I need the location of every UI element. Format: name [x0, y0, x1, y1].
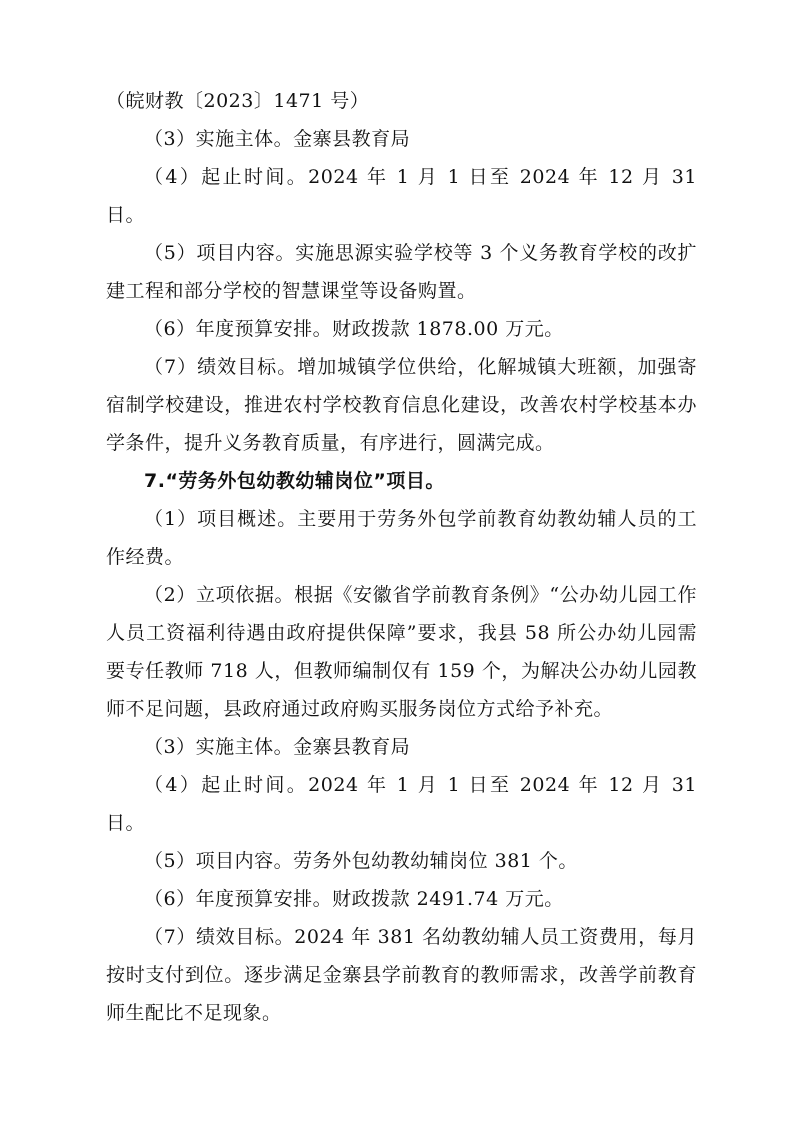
paragraph-content: （5）项目内容。实施思源实验学校等 3 个义务教育学校的改扩建工程和部分学校的智慧课堂等设备购置。 — [106, 242, 697, 302]
paragraph-budget-2: （6）年度预算安排。财政拨款 2491.74 万元。 — [144, 888, 564, 910]
paragraph-budget: （6）年度预算安排。财政拨款 1878.00 万元。 — [144, 318, 564, 340]
section-heading: 7.“劳务外包幼教幼辅岗位”项目。 — [144, 470, 445, 492]
paragraph-content-2: （5）项目内容。劳务外包幼教幼辅岗位 381 个。 — [144, 850, 578, 872]
paragraph-implementing-body-2: （3）实施主体。金寨县教育局 — [144, 736, 411, 758]
paragraph-basis: （2）立项依据。根据《安徽省学前教育条例》“公办幼儿园工作人员工资福利待遇由政府提供保障”要求，我县 58 所公办幼儿园需要专任教师 718 人，但教师编制仅有 159 个，为解决公办幼儿园教师不足问题，县政府通过政府购买服务岗位方式给予补充。 — [106, 584, 697, 720]
continuation-line: （皖财教〔2023〕1471 号） — [106, 90, 370, 112]
paragraph-period-2: （4）起止时间。2024 年 1 月 1 日至 2024 年 12 月 31 日。 — [106, 774, 697, 834]
paragraph-period: （4）起止时间。2024 年 1 月 1 日至 2024 年 12 月 31 日。 — [106, 166, 697, 226]
paragraph-goals-2: （7）绩效目标。2024 年 381 名幼教幼辅人员工资费用，每月按时支付到位。逐步满足金寨县学前教育的教师需求，改善学前教育师生配比不足现象。 — [106, 926, 697, 1024]
paragraph-implementing-body: （3）实施主体。金寨县教育局 — [144, 128, 411, 150]
paragraph-goals: （7）绩效目标。增加城镇学位供给，化解城镇大班额，加强寄宿制学校建设，推进农村学校教育信息化建设，改善农村学校基本办学条件，提升义务教育质量，有序进行，圆满完成。 — [106, 356, 697, 454]
paragraph-overview: （1）项目概述。主要用于劳务外包学前教育幼教幼辅人员的工作经费。 — [106, 508, 697, 568]
